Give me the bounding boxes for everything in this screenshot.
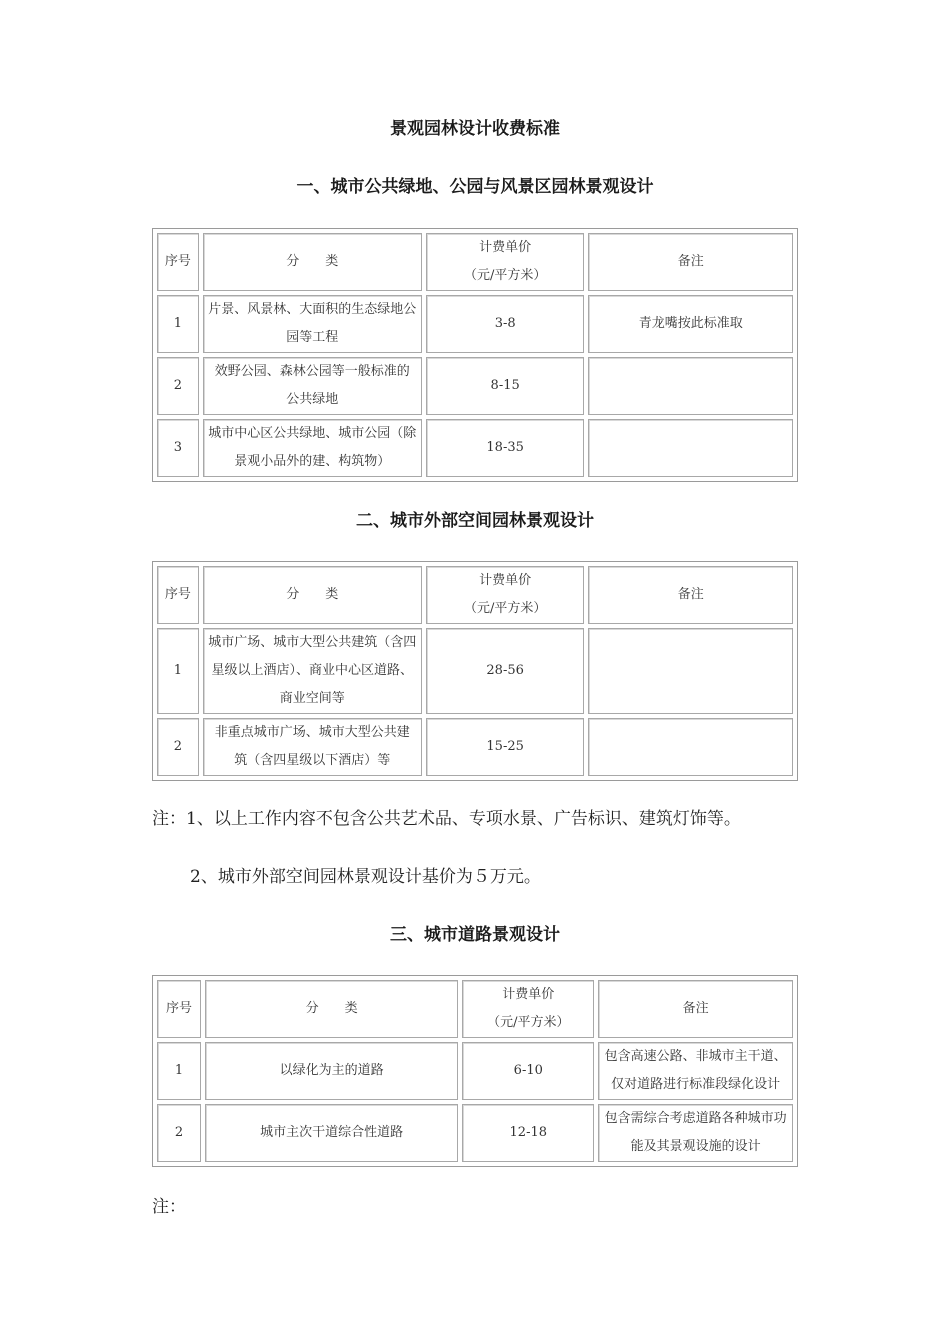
table-row — [157, 628, 793, 714]
cell-remark — [588, 718, 793, 776]
cell-price: 12-18 — [462, 1104, 594, 1162]
header-category: 分 类 — [203, 233, 422, 291]
cell-category — [203, 628, 422, 714]
table-header-row — [157, 233, 793, 291]
section2-note2: 2、城市外部空间园林景观设计基价为５万元。 — [190, 867, 541, 887]
cell-remark — [588, 628, 793, 714]
cell-remark-line1: 包含高速公路、非城市主干道、 — [604, 1049, 787, 1064]
table-row — [157, 419, 793, 477]
section1-table — [152, 228, 798, 482]
cell-category-line3: 商业空间等 — [279, 691, 345, 706]
header-price — [462, 980, 594, 1038]
cell-category — [203, 357, 422, 415]
header-price-line2: （元/平方米） — [487, 1015, 570, 1030]
cell-price: 18-35 — [426, 419, 585, 477]
header-price — [426, 566, 585, 624]
cell-remark — [588, 357, 793, 415]
document-title: 景观园林设计收费标准 — [390, 119, 560, 139]
cell-category — [203, 419, 422, 477]
cell-no: 2 — [157, 1104, 201, 1162]
header-no: 序号 — [157, 233, 199, 291]
header-price-line1: 计费单价 — [479, 573, 532, 588]
cell-no: 1 — [157, 1042, 201, 1100]
cell-remark — [598, 1104, 793, 1162]
cell-no: 2 — [157, 718, 199, 776]
table-row — [157, 718, 793, 776]
cell-price: 3-8 — [426, 295, 585, 353]
header-remark: 备注 — [598, 980, 793, 1038]
cell-price: 8-15 — [426, 357, 585, 415]
section2-table — [152, 561, 798, 781]
header-no: 序号 — [157, 980, 201, 1038]
cell-price: 28-56 — [426, 628, 585, 714]
header-price-line2: （元/平方米） — [463, 268, 547, 283]
cell-remark-line2: 仅对道路进行标准段绿化设计 — [611, 1077, 781, 1092]
cell-category-line1: 城市中心区公共绿地、城市公园（除 — [208, 426, 417, 441]
cell-no: 1 — [157, 295, 199, 353]
cell-category: 城市主次干道综合性道路 — [205, 1104, 458, 1162]
cell-category-line1: 非重点城市广场、城市大型公共建 — [214, 725, 410, 740]
section3-note: 注： — [152, 1197, 186, 1217]
header-no: 序号 — [157, 566, 199, 624]
cell-no: 2 — [157, 357, 199, 415]
header-price-line1: 计费单价 — [479, 240, 532, 255]
cell-remark-line2: 能及其景观设施的设计 — [630, 1139, 761, 1154]
cell-no: 1 — [157, 628, 199, 714]
header-category: 分 类 — [203, 566, 422, 624]
cell-category-line2: 公共绿地 — [286, 392, 339, 407]
section2-title: 二、城市外部空间园林景观设计 — [356, 511, 594, 531]
cell-price: 15-25 — [426, 718, 585, 776]
table-row — [157, 1104, 793, 1162]
cell-category-line2: 星级以上酒店）、商业中心区道路、 — [211, 663, 414, 678]
header-price-line2: （元/平方米） — [463, 601, 547, 616]
cell-category — [203, 718, 422, 776]
table-header-row — [157, 566, 793, 624]
cell-category — [203, 295, 422, 353]
cell-price: 6-10 — [462, 1042, 594, 1100]
cell-category-line2: 筑（含四星级以下酒店）等 — [234, 753, 391, 768]
cell-category: 以绿化为主的道路 — [205, 1042, 458, 1100]
cell-category-line1: 城市广场、城市大型公共建筑（含四 — [208, 635, 417, 650]
cell-remark: 青龙嘴按此标准取 — [588, 295, 793, 353]
cell-category-line2: 景观小品外的建、构筑物） — [234, 454, 391, 469]
header-price — [426, 233, 585, 291]
header-price-line1: 计费单价 — [502, 987, 555, 1002]
cell-remark — [588, 419, 793, 477]
table-row — [157, 1042, 793, 1100]
cell-category-line1: 效野公园、森林公园等一般标准的 — [214, 364, 410, 379]
cell-remark-line1: 包含需综合考虑道路各种城市功 — [604, 1111, 787, 1126]
cell-no: 3 — [157, 419, 199, 477]
section3-title: 三、城市道路景观设计 — [390, 925, 560, 945]
section1-title: 一、城市公共绿地、公园与风景区园林景观设计 — [296, 177, 654, 197]
table-row — [157, 295, 793, 353]
header-remark: 备注 — [588, 566, 793, 624]
table-header-row — [157, 980, 793, 1038]
cell-remark — [598, 1042, 793, 1100]
table-row — [157, 357, 793, 415]
section3-table — [152, 975, 798, 1167]
header-remark: 备注 — [588, 233, 793, 291]
cell-category-line2: 园等工程 — [286, 330, 339, 345]
cell-category-line1: 片景、风景林、大面积的生态绿地公 — [208, 302, 417, 317]
section2-note1: 注：1、以上工作内容不包含公共艺术品、专项水景、广告标识、建筑灯饰等。 — [152, 809, 741, 829]
header-category: 分 类 — [205, 980, 458, 1038]
